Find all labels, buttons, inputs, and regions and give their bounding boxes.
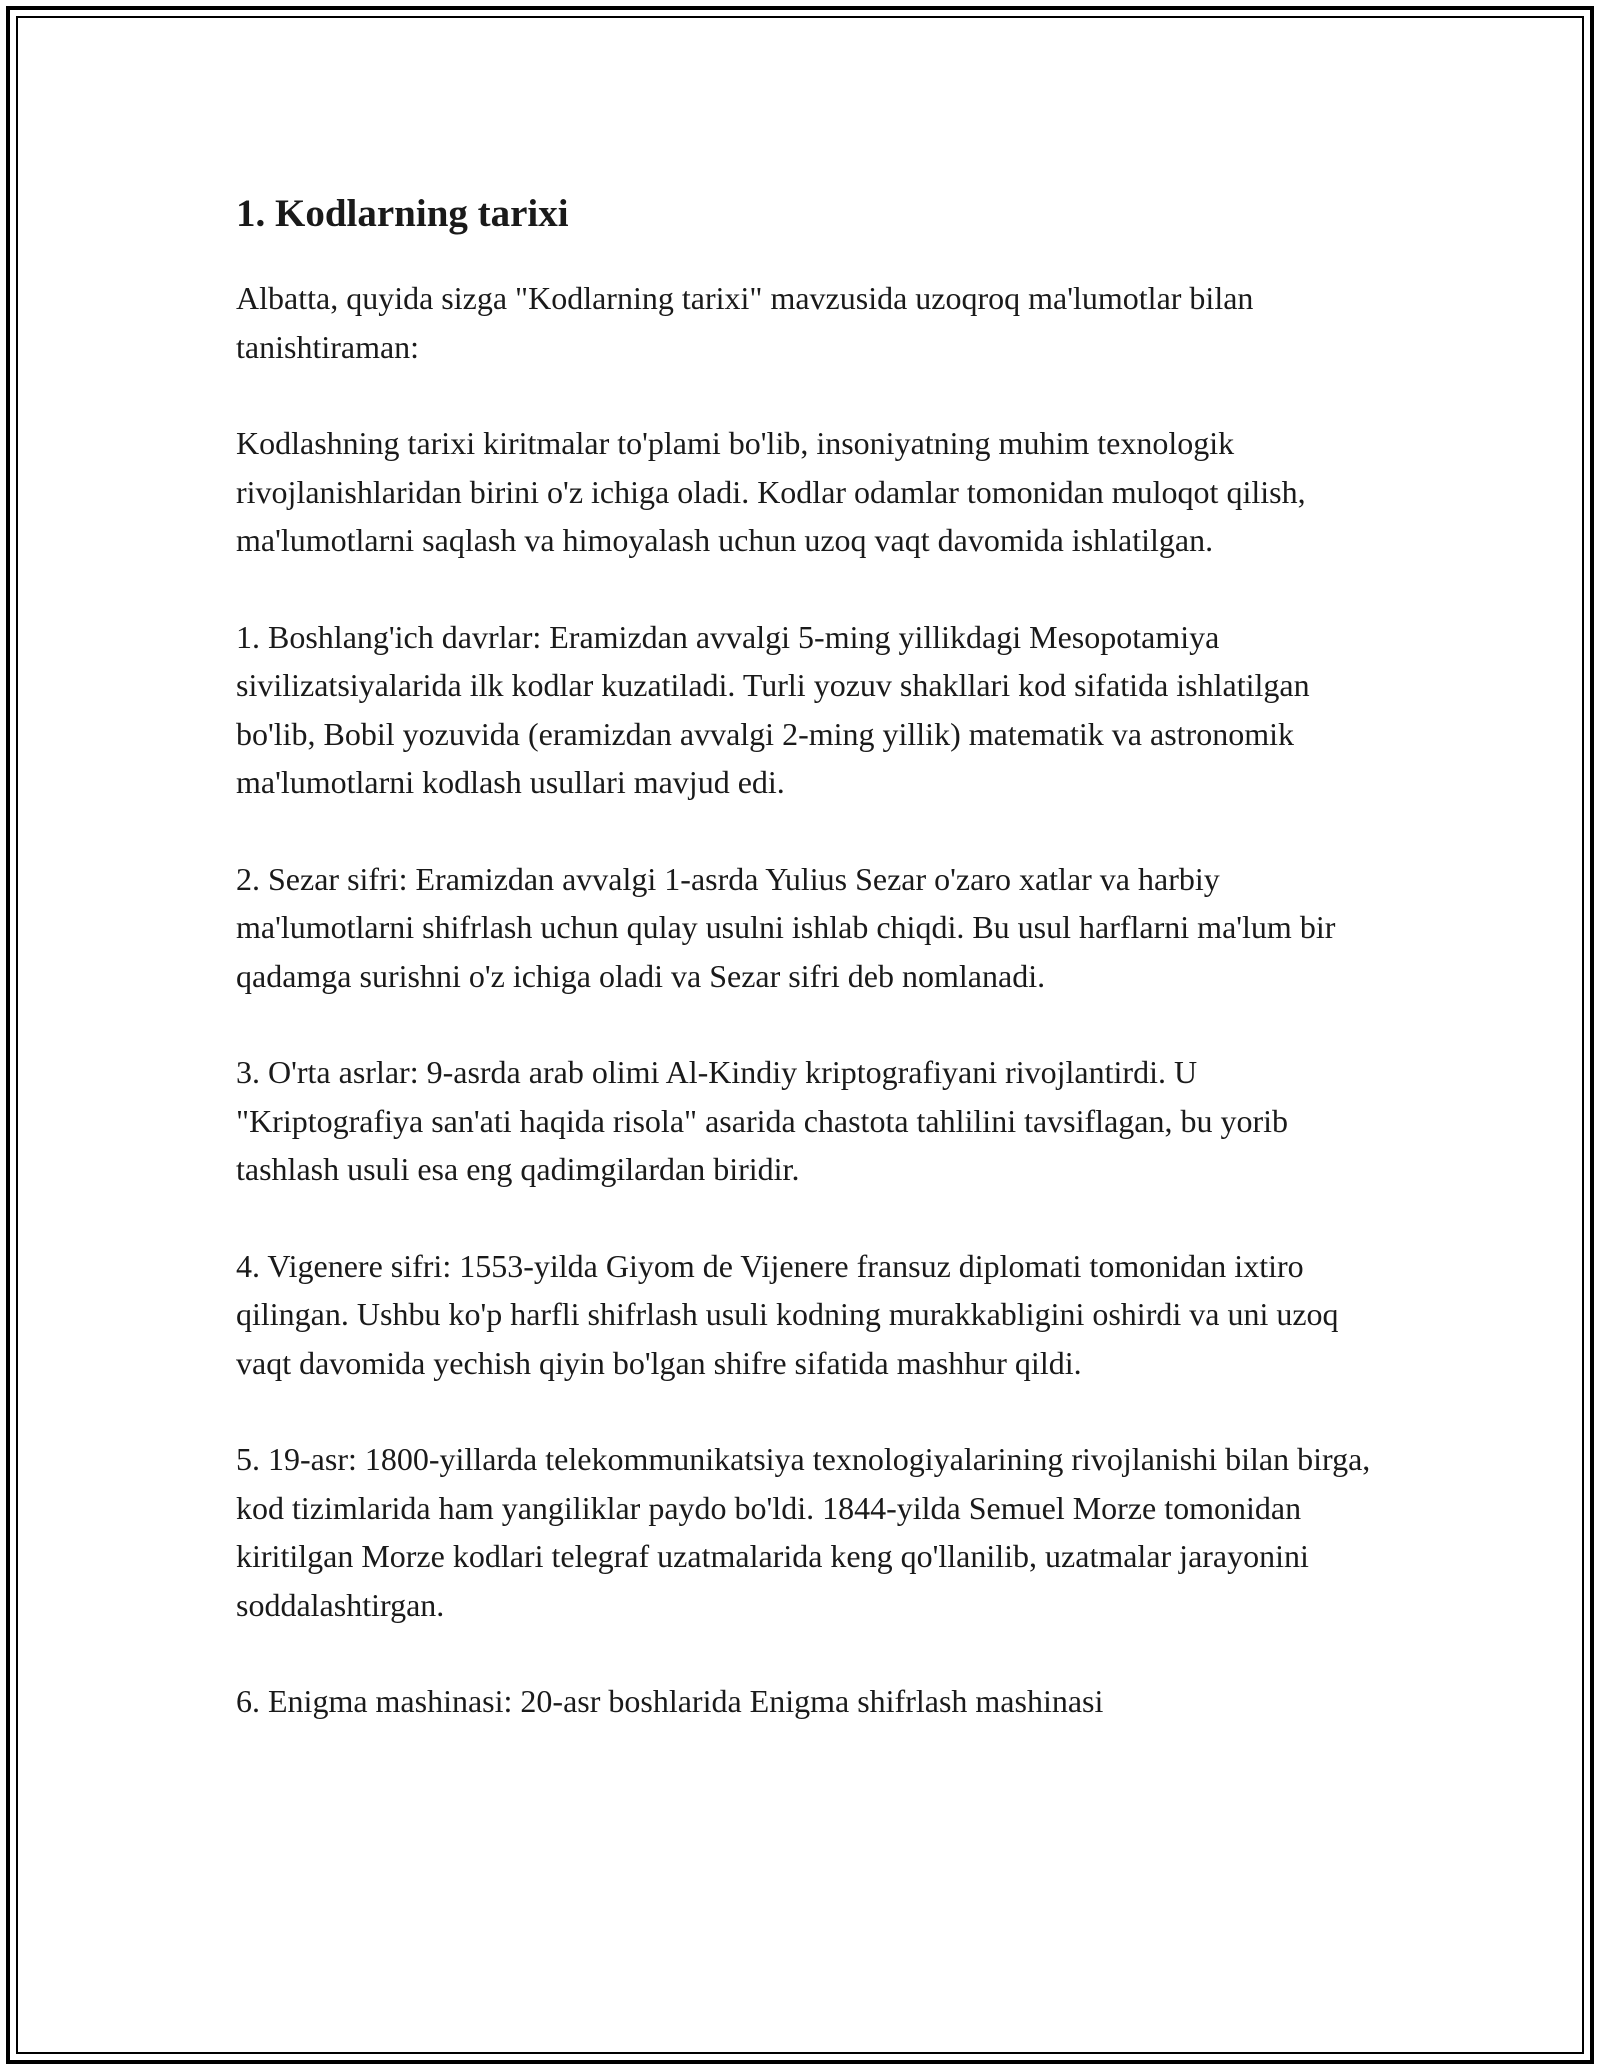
- document-body: [236, 186, 1386, 1774]
- section-6-paragraph: 6. Enigma mashinasi: 20-asr boshlarida Enigma shifrlash mashinasi: [236, 1683, 1104, 1719]
- document-title: 1. Kodlarning tarixi: [236, 192, 569, 235]
- section-4-paragraph: 4. Vigenere sifri: 1553-yilda Giyom de Vijenere fransuz diplomati tomonidan ixtiro qilingan. Ushbu ko'p harfli shifrlash usuli kodning murakkabligini oshirdi va uni uzoq vaqt davomida yechish qiyin bo'lgan shifre sifatida mashhur qildi.: [236, 1247, 1339, 1381]
- section-5-paragraph: 5. 19-asr: 1800-yillarda telekommunikatsiya texnologiyalarining rivojlanishi bilan birga, kod tizimlarida ham yangiliklar paydo bo'ldi. 1844-yilda Semuel Morze tomonidan kiritilgan Morze kodlari telegraf uzatmalarida keng qo'llanilib, uzatmalar jarayonini soddalashtirgan.: [236, 1441, 1371, 1623]
- intro-paragraph: Albatta, quyida sizga "Kodlarning tarixi" mavzusida uzoqroq ma'lumotlar bilan tanishtiraman:: [236, 280, 1254, 365]
- section-1-paragraph: 1. Boshlang'ich davrlar: Eramizdan avvalgi 5-ming yillikdagi Mesopotamiya sivilizatsiyalarida ilk kodlar kuzatiladi. Turli yozuv shakllari kod sifatida ishlatilgan bo'lib, Bobil yozuvida (eramizdan avvalgi 2-ming yillik) matematik va astronomik ma'lumotlarni kodlash usullari mavjud edi.: [236, 618, 1310, 800]
- overview-paragraph: Kodlashning tarixi kiritmalar to'plami bo'lib, insoniyatning muhim texnologik rivojlanishlaridan birini o'z ichiga oladi. Kodlar odamlar tomonidan muloqot qilish, ma'lumotlarni saqlash va himoyalash uchun uzoq vaqt davomida ishlatilgan.: [236, 425, 1306, 558]
- section-2-paragraph: 2. Sezar sifri: Eramizdan avvalgi 1-asrda Yulius Sezar o'zaro xatlar va harbiy ma'lumotlarni shifrlash uchun qulay usulni ishlab chiqdi. Bu usul harflarni ma'lum bir qadamga surishni o'z ichiga oladi va Sezar sifri deb nomlanadi.: [236, 860, 1336, 994]
- section-3-paragraph: 3. O'rta asrlar: 9-asrda arab olimi Al-Kindiy kriptografiyani rivojlantirdi. U "Kriptografiya san'ati haqida risola" asarida chastota tahlilini tavsiflagan, bu yorib tashlash usuli esa eng qadimgilardan biridir.: [236, 1054, 1289, 1187]
